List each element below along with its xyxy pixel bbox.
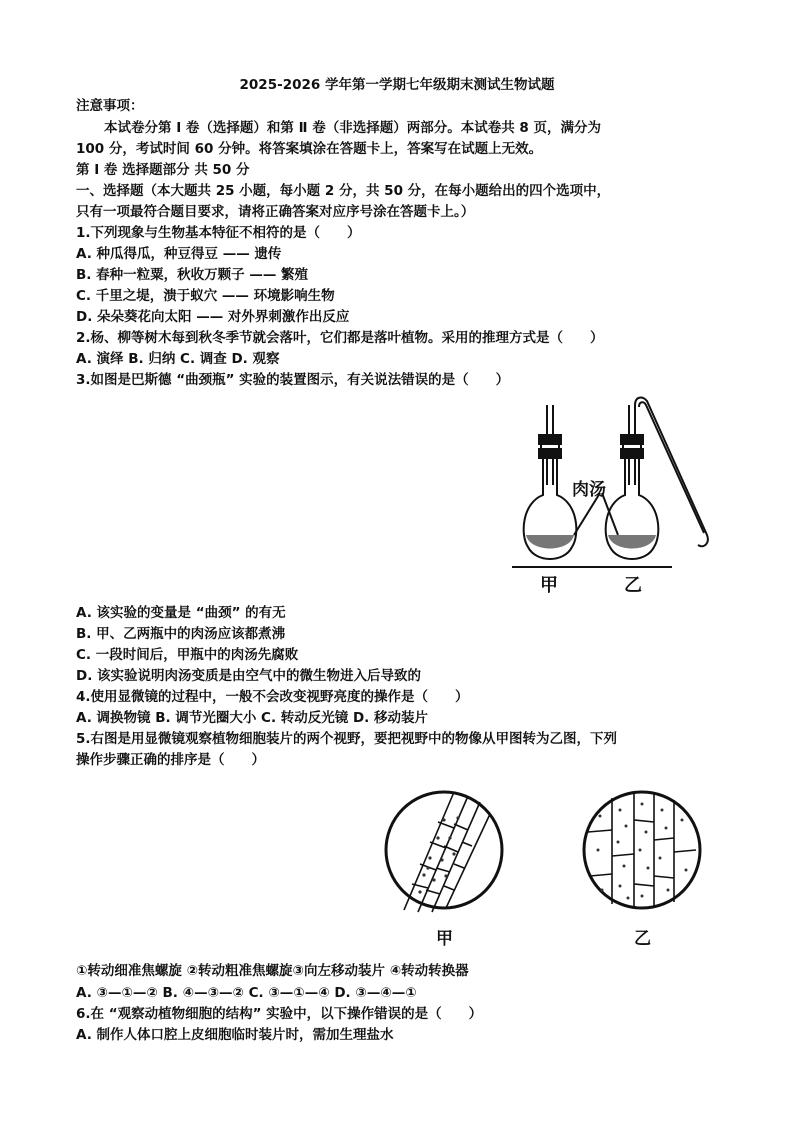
flask-jia-label: 甲 bbox=[540, 575, 558, 595]
notice-line: 本试卷分第 Ⅰ 卷（选择题）和第 Ⅱ 卷（非选择题）两部分。本试卷共 8 页，满分为 bbox=[104, 120, 602, 136]
q1-option: A. 种瓜得瓜，种豆得豆 —— 遗传 bbox=[76, 246, 282, 262]
q3-option: B. 甲、乙两瓶中的肉汤应该都煮沸 bbox=[76, 626, 286, 642]
q5-stem: 操作步骤正确的排序是（ ） bbox=[76, 752, 265, 768]
q6-stem: 6.在 “观察动植物细胞的结构” 实验中，以下操作错误的是（ ） bbox=[76, 1006, 483, 1022]
q3-stem: 3.如图是巴斯德 “曲颈瓶” 实验的装置图示，有关说法错误的是（ ） bbox=[76, 372, 510, 388]
microscope-views-diagram bbox=[384, 780, 714, 950]
q5-stem: 5.右图是用显微镜观察植物细胞装片的两个视野，要把视野中的物像从甲图转为乙图，下列 bbox=[76, 731, 618, 747]
notice-line: 100 分，考试时间 60 分钟。将答案填涂在答题卡上，答案写在试题上无效。 bbox=[76, 141, 543, 157]
q2-options: A. 演绎 B. 归纳 C. 调查 D. 观察 bbox=[76, 351, 280, 367]
q3-option: D. 该实验说明肉汤变质是由空气中的微生物进入后导致的 bbox=[76, 668, 422, 684]
q3-option: C. 一段时间后，甲瓶中的肉汤先腐败 bbox=[76, 647, 299, 663]
q5-options: A. ③—①—② B. ④—③—② C. ③—①—④ D. ③—④—① bbox=[76, 985, 417, 1001]
q4-options: A. 调换物镜 B. 调节光圈大小 C. 转动反光镜 D. 移动装片 bbox=[76, 710, 429, 726]
q6-option: A. 制作人体口腔上皮细胞临时装片时，需加生理盐水 bbox=[76, 1027, 394, 1043]
q3-option: A. 该实验的变量是 “曲颈” 的有无 bbox=[76, 605, 286, 621]
section1-instruction: 一、选择题（本大题共 25 小题，每小题 2 分，共 50 分，在每小题给出的四个选项中， bbox=[76, 183, 611, 199]
q1-stem: 1.下列现象与生物基本特征不相符的是（ ） bbox=[76, 225, 361, 241]
q2-stem: 2.杨、柳等树木每到秋冬季节就会落叶，它们都是落叶植物。采用的推理方式是（ ） bbox=[76, 330, 604, 346]
swan-neck-flask-figure bbox=[512, 395, 722, 595]
notice-heading: 注意事项： bbox=[76, 98, 144, 114]
view-yi-label: 乙 bbox=[634, 929, 651, 949]
swan-neck-flask-diagram bbox=[512, 395, 722, 595]
flask-yi-label: 乙 bbox=[624, 575, 642, 595]
view-jia-label: 甲 bbox=[436, 929, 453, 949]
q1-option: C. 千里之堤，溃于蚁穴 —— 环境影响生物 bbox=[76, 288, 335, 304]
q4-stem: 4.使用显微镜的过程中，一般不会改变视野亮度的操作是（ ） bbox=[76, 689, 469, 705]
exam-title: 2025-2026 学年第一学期七年级期末测试生物试题 bbox=[239, 77, 555, 93]
q1-option: D. 朵朵葵花向太阳 —— 对外界刺激作出反应 bbox=[76, 309, 350, 325]
q5-steps: ①转动细准焦螺旋 ②转动粗准焦螺旋③向左移动装片 ④转动转换器 bbox=[76, 963, 469, 979]
microscope-views-figure bbox=[384, 780, 714, 950]
broth-label: 肉汤 bbox=[572, 480, 606, 500]
section1-instruction: 只有一项最符合题目要求，请将正确答案对应序号涂在答题卡上。） bbox=[76, 204, 475, 220]
part1-heading: 第 Ⅰ 卷 选择题部分 共 50 分 bbox=[76, 162, 250, 178]
q1-option: B. 春种一粒粟，秋收万颗子 —— 繁殖 bbox=[76, 267, 309, 283]
